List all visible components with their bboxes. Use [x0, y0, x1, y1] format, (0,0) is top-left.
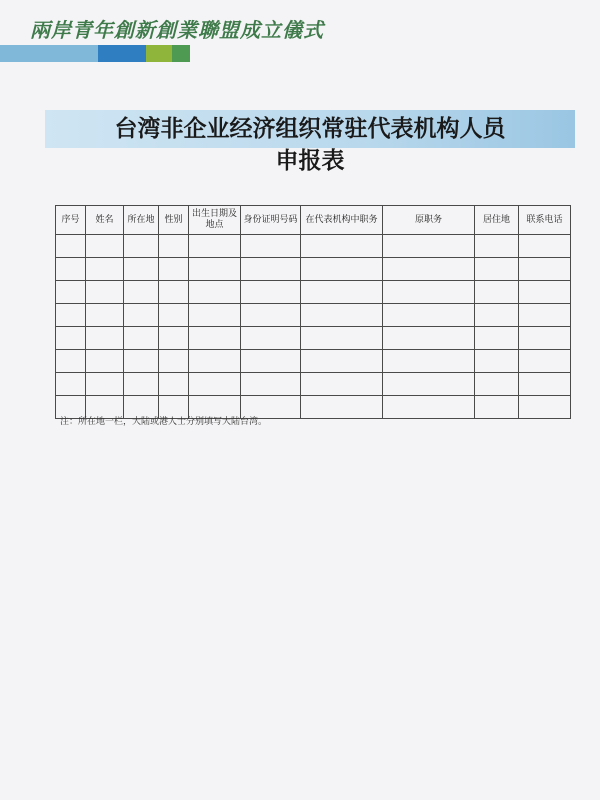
table-cell[interactable] [56, 258, 86, 281]
table-cell[interactable] [475, 235, 519, 258]
table-cell[interactable] [519, 304, 571, 327]
table-cell[interactable] [86, 350, 124, 373]
table-cell[interactable] [159, 373, 189, 396]
table-row [56, 258, 571, 281]
column-header: 原职务 [383, 206, 475, 235]
table-cell[interactable] [159, 304, 189, 327]
table-cell[interactable] [86, 327, 124, 350]
table-cell[interactable] [189, 235, 241, 258]
table-cell[interactable] [519, 396, 571, 419]
table-cell[interactable] [124, 281, 159, 304]
table-cell[interactable] [241, 258, 301, 281]
table-cell[interactable] [475, 350, 519, 373]
table-cell[interactable] [189, 281, 241, 304]
table-cell[interactable] [124, 304, 159, 327]
table-cell[interactable] [86, 304, 124, 327]
form-title-line-2: 申报表 [275, 147, 345, 174]
table-cell[interactable] [56, 281, 86, 304]
table-cell[interactable] [159, 281, 189, 304]
table-cell[interactable] [189, 350, 241, 373]
table-cell[interactable] [124, 373, 159, 396]
column-header: 在代表机构中职务 [301, 206, 383, 235]
column-header: 居住地 [475, 206, 519, 235]
table-cell[interactable] [189, 373, 241, 396]
table-cell[interactable] [475, 396, 519, 419]
table-header-row [56, 206, 571, 235]
table-cell[interactable] [519, 373, 571, 396]
table-cell[interactable] [519, 281, 571, 304]
table-cell[interactable] [383, 396, 475, 419]
table-cell[interactable] [189, 327, 241, 350]
table-row [56, 327, 571, 350]
banner-stripe [98, 45, 146, 62]
table-cell[interactable] [383, 281, 475, 304]
table-cell[interactable] [475, 373, 519, 396]
table-cell[interactable] [475, 258, 519, 281]
column-header: 所在地 [124, 206, 159, 235]
table-cell[interactable] [189, 258, 241, 281]
table-cell[interactable] [301, 373, 383, 396]
table-cell[interactable] [56, 235, 86, 258]
column-header: 身份证明号码 [241, 206, 301, 235]
banner-stripe [0, 45, 98, 62]
column-header: 性别 [159, 206, 189, 235]
table-cell[interactable] [241, 304, 301, 327]
column-header: 序号 [56, 206, 86, 235]
table-cell[interactable] [124, 235, 159, 258]
column-header: 联系电话 [519, 206, 571, 235]
table-cell[interactable] [56, 304, 86, 327]
table-cell[interactable] [241, 235, 301, 258]
table-cell[interactable] [301, 396, 383, 419]
table-cell[interactable] [383, 350, 475, 373]
table-cell[interactable] [475, 281, 519, 304]
form-title-block [45, 110, 575, 182]
column-header: 姓名 [86, 206, 124, 235]
table-cell[interactable] [383, 258, 475, 281]
table-row [56, 235, 571, 258]
declaration-table [55, 205, 571, 419]
form-title-line-1: 台湾非企业经济组织常驻代表机构人员 [114, 115, 506, 142]
table-cell[interactable] [159, 350, 189, 373]
table-cell[interactable] [519, 350, 571, 373]
table-cell[interactable] [86, 373, 124, 396]
table-cell[interactable] [56, 350, 86, 373]
table-cell[interactable] [383, 235, 475, 258]
table-cell[interactable] [241, 373, 301, 396]
table-cell[interactable] [301, 281, 383, 304]
page-banner [0, 0, 600, 62]
table-cell[interactable] [86, 258, 124, 281]
table-cell[interactable] [475, 327, 519, 350]
table-cell[interactable] [301, 235, 383, 258]
table-cell[interactable] [189, 304, 241, 327]
table-cell[interactable] [519, 235, 571, 258]
column-header: 出生日期及地点 [189, 206, 241, 235]
table-cell[interactable] [56, 373, 86, 396]
table-cell[interactable] [301, 327, 383, 350]
table-cell[interactable] [241, 281, 301, 304]
table-cell[interactable] [383, 327, 475, 350]
table-cell[interactable] [124, 258, 159, 281]
banner-title: 兩岸青年創新創業聯盟成立儀式 [30, 18, 324, 42]
table-cell[interactable] [301, 304, 383, 327]
table-cell[interactable] [56, 327, 86, 350]
table-cell[interactable] [519, 258, 571, 281]
table-cell[interactable] [159, 327, 189, 350]
table-row [56, 350, 571, 373]
table-cell[interactable] [301, 258, 383, 281]
banner-stripe [146, 45, 172, 62]
form-footnote: 注：所在地一栏，大陆或港人士分别填写大陆台湾。 [60, 417, 268, 427]
table-cell[interactable] [519, 327, 571, 350]
table-row [56, 373, 571, 396]
table-cell[interactable] [301, 350, 383, 373]
table-cell[interactable] [86, 281, 124, 304]
table-cell[interactable] [159, 258, 189, 281]
table-cell[interactable] [383, 373, 475, 396]
table-cell[interactable] [241, 327, 301, 350]
table-cell[interactable] [383, 304, 475, 327]
table-cell[interactable] [86, 235, 124, 258]
table-row [56, 281, 571, 304]
table-row [56, 304, 571, 327]
table-cell[interactable] [159, 235, 189, 258]
table-cell[interactable] [124, 327, 159, 350]
table-cell[interactable] [475, 304, 519, 327]
table-cell[interactable] [241, 350, 301, 373]
table-cell[interactable] [124, 350, 159, 373]
banner-stripe [172, 45, 190, 62]
